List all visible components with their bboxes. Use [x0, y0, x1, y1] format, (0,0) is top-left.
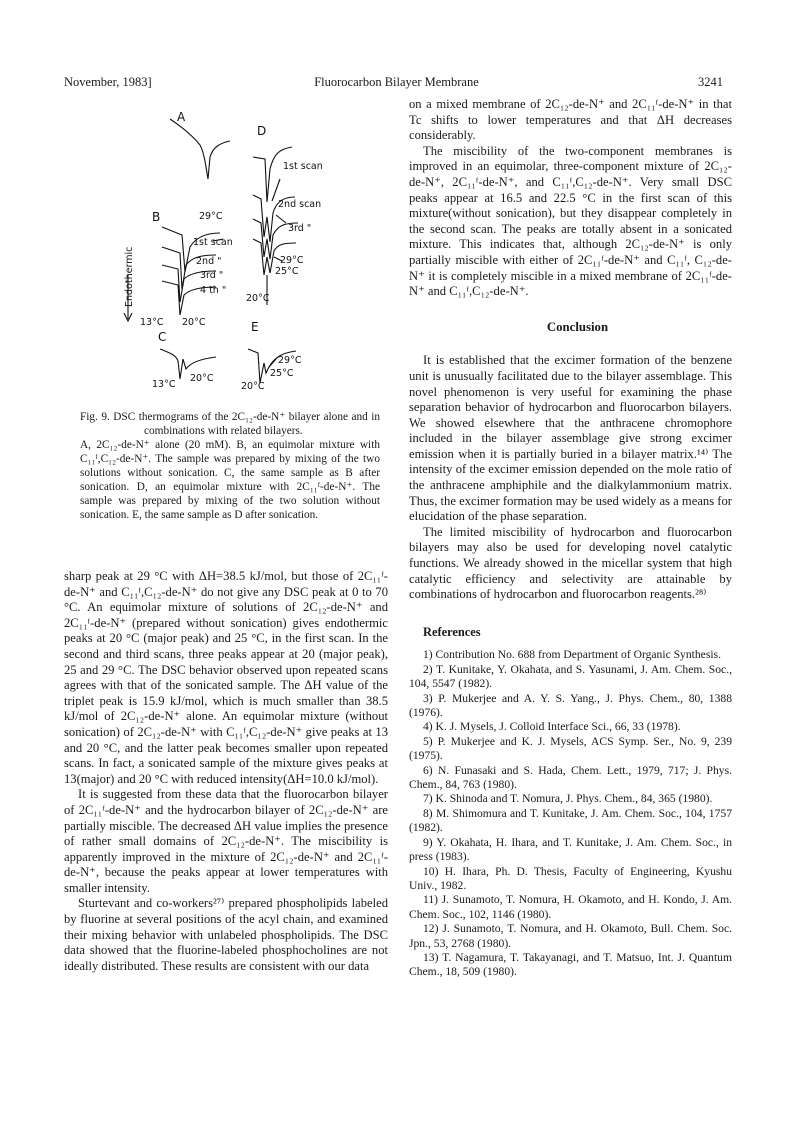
label-e: E: [251, 320, 259, 334]
label-b-20c: 20°C: [182, 317, 206, 328]
label-a: A: [177, 110, 186, 124]
label-c: C: [158, 330, 167, 344]
reference-item: 10) H. Ihara, Ph. D. Thesis, Faculty of Engineering, Kyushu Univ., 1982.: [409, 864, 732, 892]
conclusion-paragraph-2: The limited miscibility of hydrocarbon and fluorocarbon bilayers may also be used for developing novel catalytic functions. We already showed in the micellar system that high catalytic efficiency and selectivity are attainable by combinations of hydrocarbon and fluorocarbon reagents.²⁸⁾: [409, 524, 732, 602]
label-b-3rd: 3rd ": [200, 270, 224, 281]
label-e-29c: 29°C: [278, 355, 302, 366]
curve-a: [170, 119, 230, 179]
reference-item: 12) J. Sunamoto, T. Nomura, and H. Okamoto, Bull. Chem. Soc. Jpn., 53, 2768 (1980).: [409, 922, 732, 950]
label-c-13c: 13°C: [152, 379, 176, 390]
running-header-title: Fluorocarbon Bilayer Membrane: [314, 75, 479, 89]
figure-caption-body: A, 2C₁₂-de-N⁺ alone (20 mM). B, an equimolar mixture with C₁₁ᶠ,C₁₂-de-N⁺. The sample was prepared by mixing of the two solutions without sonication. C, the same sample as B after sonication. D, an equimolar mixture with 2C₁₁ᶠ-de-N⁺. The sample was prepared by mixing of the two solution without sonication. E, the same sample as D after sonication.: [80, 439, 380, 521]
reference-item: 11) J. Sunamoto, T. Nomura, H. Okamoto, and H. Kondo, J. Am. Chem. Soc., 102, 1146 (1980).: [409, 893, 732, 921]
label-b-4th: 4 th ": [200, 285, 227, 296]
reference-item: 7) K. Shinoda and T. Nomura, J. Phys. Chem., 84, 365 (1980).: [423, 792, 713, 806]
right-paragraph-1: on a mixed membrane of 2C₁₂-de-N⁺ and 2C₁₁ᶠ-de-N⁺ in that Tc shifts to lower temperatures and that ΔH decreases considerably.: [409, 97, 732, 143]
reference-item: 6) N. Funasaki and S. Hada, Chem. Lett., 1979, 717; J. Phys. Chem., 84, 763 (1980).: [409, 763, 732, 792]
figure-caption: [80, 410, 380, 522]
left-paragraph-3: Sturtevant and co-workers²⁷⁾ prepared phospholipids labeled by fluorine at several positions of the acyl chain, and examined their mixing behavior with unlabeled phospholipids. The DSC data showed that the fluorine-labeled phosphocholines are not ideally distributed. These results are consistent with our data: [64, 896, 388, 973]
thermogram-svg: [120, 97, 355, 399]
reference-item: 4) K. J. Mysels, J. Colloid Interface Sci., 66, 33 (1978).: [423, 720, 681, 734]
left-column-body: [64, 569, 388, 974]
label-c-20c: 20°C: [190, 373, 214, 384]
reference-list: [409, 648, 732, 979]
reference-item: 3) P. Mukerjee and A. Y. S. Yang., J. Phys. Chem., 80, 1388 (1976).: [409, 691, 732, 720]
label-b-2nd: 2nd ": [196, 256, 222, 267]
label-d-2nd-scan: 2nd scan: [278, 199, 322, 210]
label-d-25c: 25°C: [275, 266, 299, 277]
label-endothermic-axis: Endothermic: [124, 246, 135, 307]
label-e-25c: 25°C: [270, 368, 294, 379]
label-b-1st-scan: 1st scan: [193, 237, 233, 248]
references-heading: References: [423, 624, 481, 639]
figure-dsc-thermograms: [120, 97, 355, 399]
label-d: D: [257, 124, 267, 138]
label-b: B: [152, 210, 161, 224]
reference-item: 8) M. Shimomura and T. Kunitake, J. Am. Chem. Soc., 104, 1757 (1982).: [409, 806, 732, 835]
reference-item: 9) Y. Okahata, H. Ihara, and T. Kunitake, J. Am. Chem. Soc., in press (1983).: [409, 835, 732, 864]
reference-item: 5) P. Mukerjee and K. J. Mysels, ACS Symp. Ser., No. 9, 239 (1975).: [409, 734, 732, 763]
label-b-29c: 29°C: [199, 211, 223, 222]
left-paragraph-1: sharp peak at 29 °C with ΔH=38.5 kJ/mol, but those of 2C₁₁ᶠ-de-N⁺ and C₁₁ᶠ,C₁₂-de-N⁺ do not give any DSC peak at 0 to 70 °C. An equimolar mixture of solutions of 2C₁₂-de-N⁺ and 2C₁₁ᶠ-de-N⁺ (prepared without sonication) gives endothermic peaks at 20 °C (major peak) and 25 °C, in the first scan. In the second and third scans, three peaks appear at 20 (major peak), 25 and 29 °C. The DSC behavior observed upon repeated scans agrees with that of the sonicated sample. The ΔH value of the triplet peak is 15.9 kJ/mol, which is much smaller than 38.5 kJ/mol of 2C₁₂-de-N⁺ alone. An equimolar mixture (without sonication) of 2C₁₂-de-N⁺ with C₁₁ᶠ,C₁₂-de-N⁺ give peaks at 13 and 20 °C, and the latter peak becomes smaller upon repeated scans. In fact, a sonicated sample of the mixture gives peaks at 13(major) and 20 °C with reduced intensity(ΔH=10.0 kJ/mol).: [64, 569, 388, 786]
label-d-3rd: 3rd ": [288, 223, 312, 234]
figure-caption-title: Fig. 9. DSC thermograms of the 2C₁₂-de-N⁺ bilayer alone and in combinations with related bilayers.: [80, 411, 380, 437]
label-b-13c: 13°C: [140, 317, 164, 328]
conclusion-heading: Conclusion: [546, 319, 609, 334]
conclusion-paragraph-1: It is established that the excimer formation of the benzene unit is unusually facilitated due to the bilayer assemblage. This novel phenomenon is very useful for examining the phase separation behavior of hydrocarbon and fluorocarbon bilayers. We showed elsewhere that the anthracene chromophore included in the bilayer assemblage give strong excimer emission when it is partially buried in a bilayer matrix.¹⁴⁾ The intensity of the excimer emission depended on the mole ratio of the anthracene amphiphile and the dialkylammonium matrix. Thus, the excimer formation may be used widely as a means for elucidation of the phase separation.: [409, 353, 732, 524]
curve-d-1: [253, 147, 292, 202]
running-header-date: November, 1983]: [64, 75, 152, 89]
page-number: 3241: [698, 75, 723, 89]
reference-item: 13) T. Nagamura, T. Takayanagi, and T. Matsuo, Int. J. Quantum Chem., 18, 509 (1980).: [409, 950, 732, 979]
label-d-20c: 20°C: [246, 293, 270, 304]
right-paragraph-2: The miscibility of the two-component membranes is improved in an equimolar, three-component mixture of 2C₁₂-de-N⁺, 2C₁₁ᶠ-de-N⁺, and C₁₁ᶠ,C₁₂-de-N⁺. Very small DSC peaks appear at 16.5 and 22.5 °C in the first scan of this mixture(without sonication), but they disappear completely in the second scan. The peaks are totally absent in a sonicated mixture. This indicates that, although 2C₁₂-de-N⁺ is only partially miscible with either of 2C₁₁ᶠ-de-N⁺ and C₁₁ᶠ, C₁₂-de-N⁺ it is completely miscible in a mixed membrane of 2C₁₁ᶠ-de-N⁺ and C₁₁ᶠ,C₁₂-de-N⁺.: [409, 143, 732, 299]
reference-item: 1) Contribution No. 688 from Department of Organic Synthesis.: [423, 648, 721, 662]
left-paragraph-2: It is suggested from these data that the fluorocarbon bilayer of 2C₁₁ᶠ-de-N⁺ and the hydrocarbon bilayer of 2C₁₂-de-N⁺ are partially miscible. The decreased ΔH value implies the presence of rather small domains of 2C₁₂-de-N⁺. The miscibility is apparently improved in the mixture of 2C₁₂-de-N⁺ and 2C₁₁ᶠ-de-N⁺, because the peaks appear at lower temperatures with smaller intensity.: [64, 787, 388, 895]
label-d-29c: 29°C: [280, 255, 304, 266]
label-e-20c: 20°C: [241, 381, 265, 392]
label-d-1st-scan: 1st scan: [283, 161, 323, 172]
right-column-body: [409, 97, 732, 980]
reference-item: 2) T. Kunitake, Y. Okahata, and S. Yasunami, J. Am. Chem. Soc., 104, 5547 (1982).: [409, 662, 732, 691]
